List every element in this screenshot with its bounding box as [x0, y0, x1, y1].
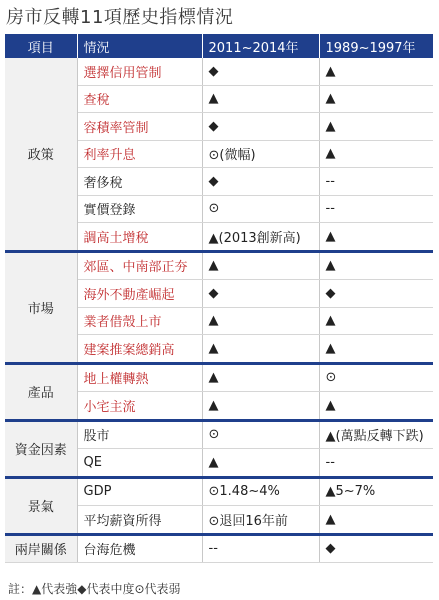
category-cell: 政策 — [5, 58, 77, 251]
indicator-cell: 地上權轉熱 — [77, 363, 202, 392]
period-1989-value: ◆ — [319, 280, 433, 308]
header-item: 項目 — [5, 34, 77, 58]
table-row — [5, 420, 433, 449]
period-2011-value: ▲(2013創新高) — [202, 223, 319, 252]
header-situation: 情況 — [77, 34, 202, 58]
period-2011-value: ▲ — [202, 307, 319, 335]
period-2011-value: ⊙1.48~4% — [202, 477, 319, 506]
indicator-cell: 實價登錄 — [77, 195, 202, 223]
indicator-cell: 郊區、中南部正夯 — [77, 251, 202, 280]
period-1989-value: ▲5~7% — [319, 477, 433, 506]
period-1989-value: ▲ — [319, 85, 433, 113]
period-2011-value: -- — [202, 534, 319, 563]
period-2011-value: ⊙ — [202, 195, 319, 223]
header-period-2011: 2011~2014年 — [202, 34, 319, 58]
header-period-1989: 1989~1997年 — [319, 34, 433, 58]
table-row — [5, 534, 433, 563]
indicator-cell: 小宅主流 — [77, 392, 202, 421]
table-header-row — [5, 34, 433, 58]
period-1989-value: ▲(萬點反轉下跌) — [319, 420, 433, 449]
indicator-cell: QE — [77, 449, 202, 478]
period-2011-value: ▲ — [202, 449, 319, 478]
category-cell: 景氣 — [5, 477, 77, 534]
period-2011-value: ▲ — [202, 251, 319, 280]
period-2011-value: ◆ — [202, 168, 319, 196]
period-2011-value: ⊙退回16年前 — [202, 506, 319, 535]
indicator-cell: 奢侈稅 — [77, 168, 202, 196]
period-2011-value: ▲ — [202, 392, 319, 421]
indicator-cell: 股市 — [77, 420, 202, 449]
period-2011-value: ◆ — [202, 113, 319, 141]
indicator-cell: 平均薪資所得 — [77, 506, 202, 535]
indicator-cell: 業者借殼上市 — [77, 307, 202, 335]
page-title: 房市反轉11項歷史指標情況 — [6, 7, 234, 28]
indicator-cell: 查稅 — [77, 85, 202, 113]
indicator-cell: 容積率管制 — [77, 113, 202, 141]
period-1989-value: ▲ — [319, 140, 433, 168]
table-row — [5, 477, 433, 506]
period-1989-value: ▲ — [319, 223, 433, 252]
period-2011-value: ▲ — [202, 335, 319, 364]
indicator-cell: 利率升息 — [77, 140, 202, 168]
period-1989-value: ▲ — [319, 392, 433, 421]
table-row — [5, 251, 433, 280]
period-1989-value: ▲ — [319, 307, 433, 335]
indicator-cell: 選擇信用管制 — [77, 58, 202, 85]
period-1989-value: -- — [319, 449, 433, 478]
period-1989-value: ▲ — [319, 251, 433, 280]
period-1989-value: ▲ — [319, 506, 433, 535]
table-body — [5, 58, 433, 563]
period-2011-value: ◆ — [202, 280, 319, 308]
period-1989-value: -- — [319, 168, 433, 196]
category-cell: 資金因素 — [5, 420, 77, 477]
indicator-cell: 建案推案總銷高 — [77, 335, 202, 364]
period-2011-value: ▲ — [202, 85, 319, 113]
period-1989-value: -- — [319, 195, 433, 223]
indicator-cell: GDP — [77, 477, 202, 506]
category-cell: 產品 — [5, 363, 77, 420]
period-1989-value: ◆ — [319, 534, 433, 563]
period-2011-value: ◆ — [202, 58, 319, 85]
category-cell: 兩岸關係 — [5, 534, 77, 563]
legend-note: 註：▲代表強◆代表中度⊙代表弱 — [8, 582, 181, 596]
period-1989-value: ▲ — [319, 335, 433, 364]
period-2011-value: ▲ — [202, 363, 319, 392]
period-2011-value: ⊙(微幅) — [202, 140, 319, 168]
indicator-table — [5, 34, 434, 563]
period-1989-value: ▲ — [319, 113, 433, 141]
period-1989-value: ⊙ — [319, 363, 433, 392]
period-1989-value: ▲ — [319, 58, 433, 85]
period-2011-value: ⊙ — [202, 420, 319, 449]
indicator-cell: 調高土增稅 — [77, 223, 202, 252]
category-cell: 市場 — [5, 251, 77, 363]
table-row — [5, 58, 433, 85]
indicator-cell: 台海危機 — [77, 534, 202, 563]
table-row — [5, 363, 433, 392]
indicator-cell: 海外不動產崛起 — [77, 280, 202, 308]
